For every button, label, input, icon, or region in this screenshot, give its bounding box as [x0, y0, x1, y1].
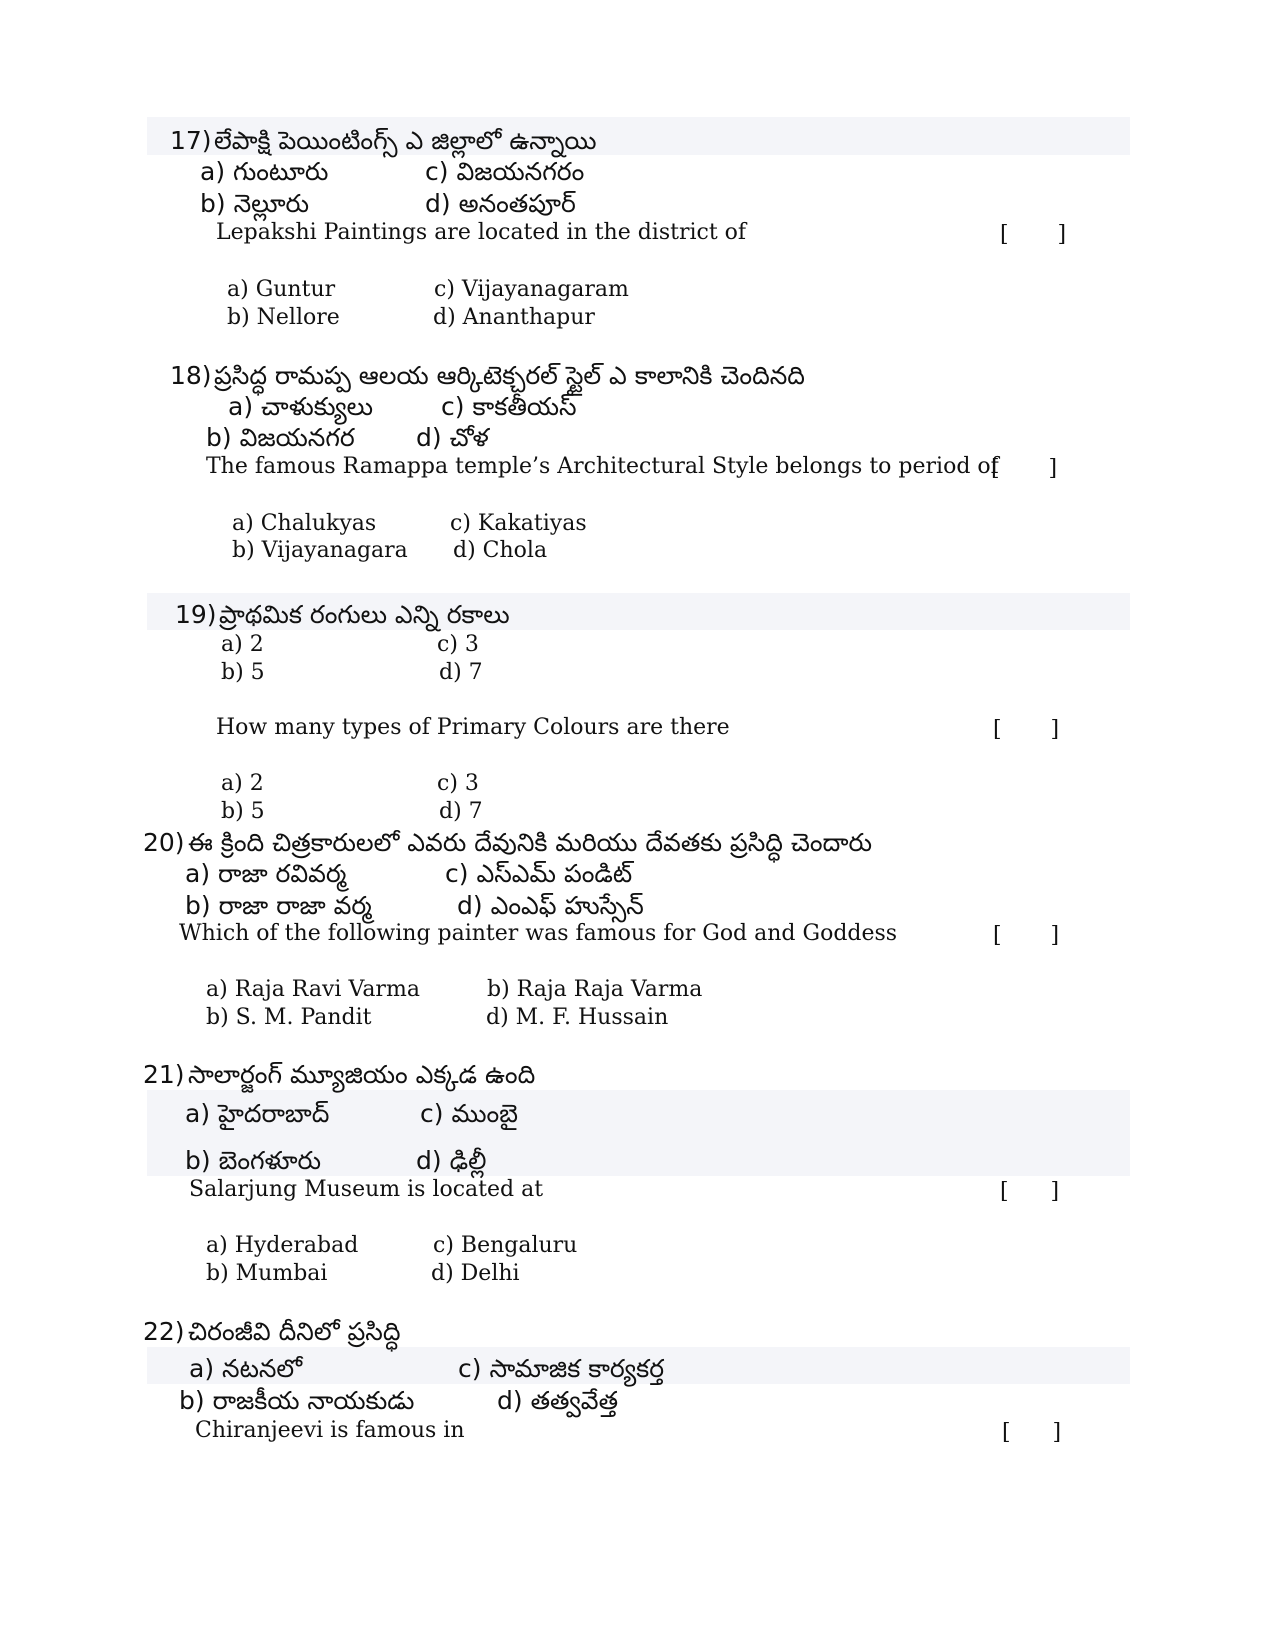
question-text-english: Lepakshi Paintings are located in the district of [216, 220, 747, 245]
option-c-telugu: c) కాకతీయస్ [441, 392, 577, 421]
option-b-telugu: b) నెల్లూరు [200, 189, 310, 218]
question-text-english: Salarjung Museum is located at [189, 1177, 544, 1202]
question-text-english: How many types of Primary Colours are there [216, 715, 730, 740]
option-b-telugu: b) 5 [221, 660, 265, 685]
option-c-english: c) Bengaluru [433, 1233, 578, 1258]
option-b-english: b) Nellore [227, 305, 340, 330]
answer-box: [ ] [1002, 1420, 1062, 1445]
option-c-telugu: c) విజయనగరం [425, 157, 585, 186]
question-text-telugu: సాలార్జంగ్ మ్యూజియం ఎక్కడ ఉంది [188, 1060, 536, 1089]
option-b-english: b) S. M. Pandit [206, 1005, 372, 1030]
option-d-telugu: d) 7 [439, 660, 483, 685]
question-text-telugu: చిరంజీవి దీనిలో ప్రసిద్ధి [188, 1317, 401, 1346]
option-c-english: c) Vijayanagaram [434, 277, 629, 302]
answer-box: [ ] [1000, 1179, 1060, 1204]
option-c-english: b) Raja Raja Varma [487, 977, 703, 1002]
answer-box: [ ] [991, 456, 1058, 481]
option-d-english: d) Delhi [431, 1261, 520, 1286]
answer-box: [ ] [1000, 222, 1067, 247]
answer-box: [ ] [993, 923, 1060, 948]
option-d-english: d) M. F. Hussain [486, 1005, 669, 1030]
option-c-english: c) Kakatiyas [450, 511, 587, 536]
question-text-english: Which of the following painter was famous for God and Goddess [179, 921, 898, 946]
question-text-telugu: ప్రసిద్ధ రామప్ప ఆలయ ఆర్కిటెక్చరల్ స్టైల్ ఎ కాలానికి చెందినది [214, 361, 805, 390]
option-a-english: a) Guntur [227, 277, 336, 302]
option-c-telugu: c) 3 [437, 632, 479, 657]
question-text-telugu: ప్రాథమిక రంగులు ఎన్ని రకాలు [219, 600, 510, 629]
option-a-english: a) Raja Ravi Varma [206, 977, 420, 1002]
option-b-telugu: b) బెంగళూరు [185, 1146, 321, 1175]
option-c-telugu: c) ముంబై [420, 1099, 518, 1128]
option-d-english: d) Chola [453, 538, 548, 563]
option-b-english: b) Mumbai [206, 1261, 328, 1286]
option-d-telugu: d) ఎంఎఫ్ హుస్సేన్ [457, 891, 644, 920]
option-b-english: b) Vijayanagara [232, 538, 408, 563]
option-c-telugu: c) సామాజిక కార్యకర్త [458, 1354, 665, 1383]
option-b-english: b) 5 [221, 799, 265, 824]
option-a-telugu: a) గుంటూరు [200, 157, 329, 186]
option-b-telugu: b) విజయనగర [206, 423, 355, 452]
question-number: 17) [170, 126, 212, 155]
option-d-english: d) 7 [439, 799, 483, 824]
option-c-telugu: c) ఎస్ఎమ్ పండిట్ [445, 859, 633, 888]
option-c-english: c) 3 [437, 771, 479, 796]
question-text-telugu: లేపాక్షి పెయింటింగ్స్ ఎ జిల్లాలో ఉన్నాయి [214, 126, 597, 155]
option-a-english: a) Chalukyas [232, 511, 377, 536]
question-number: 21) [143, 1060, 185, 1089]
option-a-telugu: a) నటనలో [189, 1354, 303, 1383]
option-b-telugu: b) రాజకీయ నాయకుడు [179, 1386, 415, 1415]
option-a-english: a) Hyderabad [206, 1233, 359, 1258]
option-d-telugu: d) తత్వవేత్త [497, 1386, 619, 1415]
question-text-english: The famous Ramappa temple’s Architectural Style belongs to period of [206, 454, 999, 479]
option-a-telugu: a) చాళుక్యులు [228, 392, 374, 421]
question-text-telugu: ఈ క్రింది చిత్రకారులలో ఎవరు దేవునికి మరియు దేవతకు ప్రసిద్ధి చెందారు [188, 828, 873, 857]
option-d-telugu: d) చోళ [416, 423, 489, 452]
answer-box: [ ] [993, 717, 1060, 742]
option-d-telugu: d) అనంతపూర్ [425, 189, 576, 218]
question-number: 22) [143, 1317, 185, 1346]
question-number: 19) [175, 600, 217, 629]
option-b-telugu: b) రాజా రాజా వర్మ [185, 891, 372, 920]
option-a-telugu: a) 2 [221, 632, 264, 657]
question-number: 18) [170, 361, 212, 390]
option-a-english: a) 2 [221, 771, 264, 796]
option-d-english: d) Ananthapur [433, 305, 595, 330]
option-d-telugu: d) ఢిల్లీ [416, 1146, 487, 1175]
option-a-telugu: a) రాజా రవివర్మ [185, 859, 347, 888]
question-number: 20) [143, 828, 185, 857]
question-text-english: Chiranjeevi is famous in [195, 1418, 465, 1443]
option-a-telugu: a) హైదరాబాద్ [185, 1099, 330, 1128]
